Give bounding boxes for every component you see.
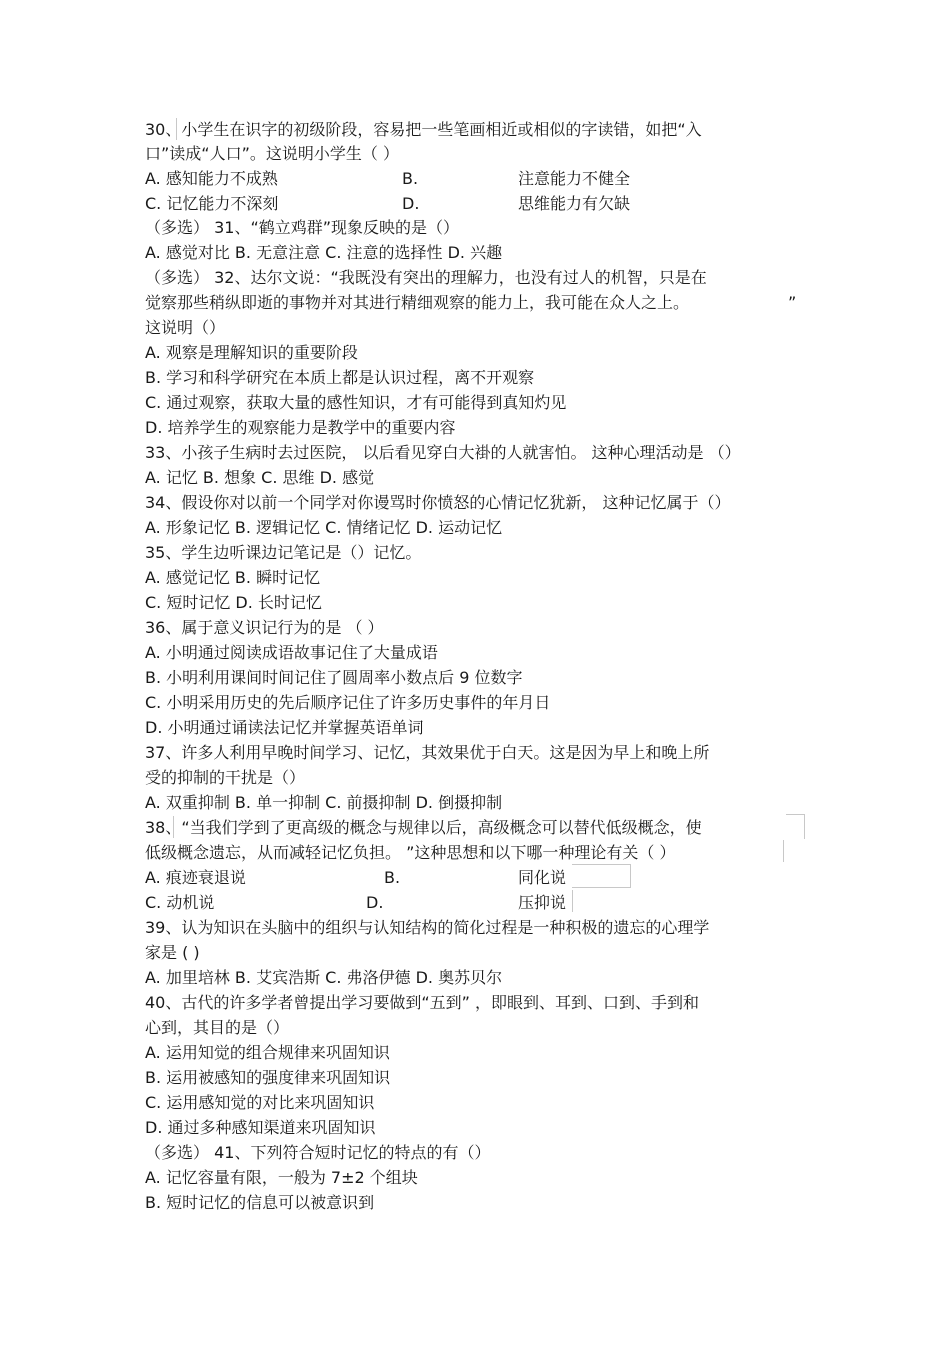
q41-option-a: A. 记忆容量有限，一般为 7±2 个组块 <box>145 1168 418 1187</box>
q40-stem-line2: 心到，其目的是（） <box>145 1018 290 1037</box>
q30-stem-line1: 30、小学生在识字的初级阶段，容易把一些笔画相近或相似的字读错，如把“入 <box>145 120 702 139</box>
q30-option-b-text: 注意能力不健全 <box>518 169 631 188</box>
q32-stem-line2: 觉察那些稍纵即逝的事物并对其进行精细观察的能力上，我可能在众人之上。 <box>145 293 690 312</box>
q39-stem-line1: 39、认为知识在头脑中的组织与认知结构的简化过程是一种积极的遗忘的心理学 <box>145 918 710 937</box>
q32-stem-line2-end: ” <box>788 293 797 312</box>
q32-option-d: D. 培养学生的观察能力是教学中的重要内容 <box>145 418 456 437</box>
q30-option-d-text: 思维能力有欠缺 <box>518 194 631 213</box>
q32-stem-line3: 这说明（） <box>145 318 226 337</box>
q37-options: A. 双重抑制 B. 单一抑制 C. 前摄抑制 D. 倒摄抑制 <box>145 793 503 812</box>
q32-option-c: C. 通过观察，获取大量的感性知识，才有可能得到真知灼见 <box>145 393 567 412</box>
q31-options: A. 感觉对比 B. 无意注意 C. 注意的选择性 D. 兴趣 <box>145 243 503 262</box>
q38-option-b-text: 同化说 <box>518 868 567 887</box>
q32-option-b: B. 学习和科学研究在本质上都是认识过程，离不开观察 <box>145 368 535 387</box>
q40-option-c: C. 运用感知觉的对比来巩固知识 <box>145 1093 375 1112</box>
q40-option-d: D. 通过多种感知渠道来巩固知识 <box>145 1118 376 1137</box>
q30-option-d-letter: D. <box>402 194 420 213</box>
q39-stem-line2: 家是 ( ) <box>145 943 200 962</box>
q38-option-d-letter: D. <box>366 893 384 912</box>
q38-stem-line2: 低级概念遗忘，从而减轻记忆负担。 ”这种思想和以下哪一种理论有关（ ） <box>145 843 676 862</box>
q33-stem: 33、小孩子生病时去过医院， 以后看见穿白大褂的人就害怕。 这种心理活动是 （） <box>145 443 741 462</box>
q38-option-b-letter: B. <box>384 868 401 887</box>
edit-mark <box>786 814 805 839</box>
q40-stem-line1: 40、古代的许多学者曾提出学习要做到“五到” ，即眼到、耳到、口到、手到和 <box>145 993 700 1012</box>
q36-option-d: D. 小明通过诵读法记忆并掌握英语单词 <box>145 718 424 737</box>
q34-options: A. 形象记忆 B. 逻辑记忆 C. 情绪记忆 D. 运动记忆 <box>145 518 503 537</box>
q41-stem: （多选） 41、下列符合短时记忆的特点的有（） <box>145 1143 491 1162</box>
q38-option-a: A. 痕迹衰退说 <box>145 868 246 887</box>
edit-mark <box>572 864 631 888</box>
edit-mark <box>783 840 784 862</box>
q38-option-d-text: 压抑说 <box>518 893 567 912</box>
q30-option-c: C. 记忆能力不深刻 <box>145 194 279 213</box>
q36-option-b: B. 小明利用课间时间记住了圆周率小数点后 9 位数字 <box>145 668 523 687</box>
q37-stem-line2: 受的抑制的干扰是（） <box>145 768 306 787</box>
q32-stem-line1: （多选） 32、达尔文说：“我既没有突出的理解力，也没有过人的机智，只是在 <box>145 268 707 287</box>
q35-stem: 35、学生边听课边记笔记是（）记忆。 <box>145 543 422 562</box>
q33-options: A. 记忆 B. 想象 C. 思维 D. 感觉 <box>145 468 375 487</box>
q37-stem-line1: 37、许多人利用早晚时间学习、记忆，其效果优于白天。这是因为早上和晚上所 <box>145 743 710 762</box>
q30-option-b-letter: B. <box>402 169 419 188</box>
q41-option-b: B. 短时记忆的信息可以被意识到 <box>145 1193 375 1212</box>
edit-mark <box>572 890 573 912</box>
q35-options-cd: C. 短时记忆 D. 长时记忆 <box>145 593 322 612</box>
q39-options: A. 加里培林 B. 艾宾浩斯 C. 弗洛伊德 D. 奥苏贝尔 <box>145 968 503 987</box>
q36-stem: 36、属于意义识记行为的是 （ ） <box>145 618 384 637</box>
q40-option-a: A. 运用知觉的组合规律来巩固知识 <box>145 1043 390 1062</box>
q38-option-c: C. 动机说 <box>145 893 215 912</box>
q30-option-a: A. 感知能力不成熟 <box>145 169 278 188</box>
q35-options-ab: A. 感觉记忆 B. 瞬时记忆 <box>145 568 321 587</box>
q36-option-a: A. 小明通过阅读成语故事记住了大量成语 <box>145 643 438 662</box>
q40-option-b: B. 运用被感知的强度律来巩固知识 <box>145 1068 391 1087</box>
q32-option-a: A. 观察是理解知识的重要阶段 <box>145 343 358 362</box>
q34-stem: 34、假设你对以前一个同学对你谩骂时你愤怒的心情记忆犹新， 这种记忆属于（） <box>145 493 731 512</box>
q38-stem-line1: 38、“当我们学到了更高级的概念与规律以后，高级概念可以替代低级概念，使 <box>145 818 702 837</box>
q31-stem: （多选） 31、“鹤立鸡群”现象反映的是（） <box>145 218 460 237</box>
q36-option-c: C. 小明采用历史的先后顺序记住了许多历史事件的年月日 <box>145 693 551 712</box>
q30-stem-line2: 口”读成“人口”。这说明小学生（ ） <box>145 144 399 163</box>
